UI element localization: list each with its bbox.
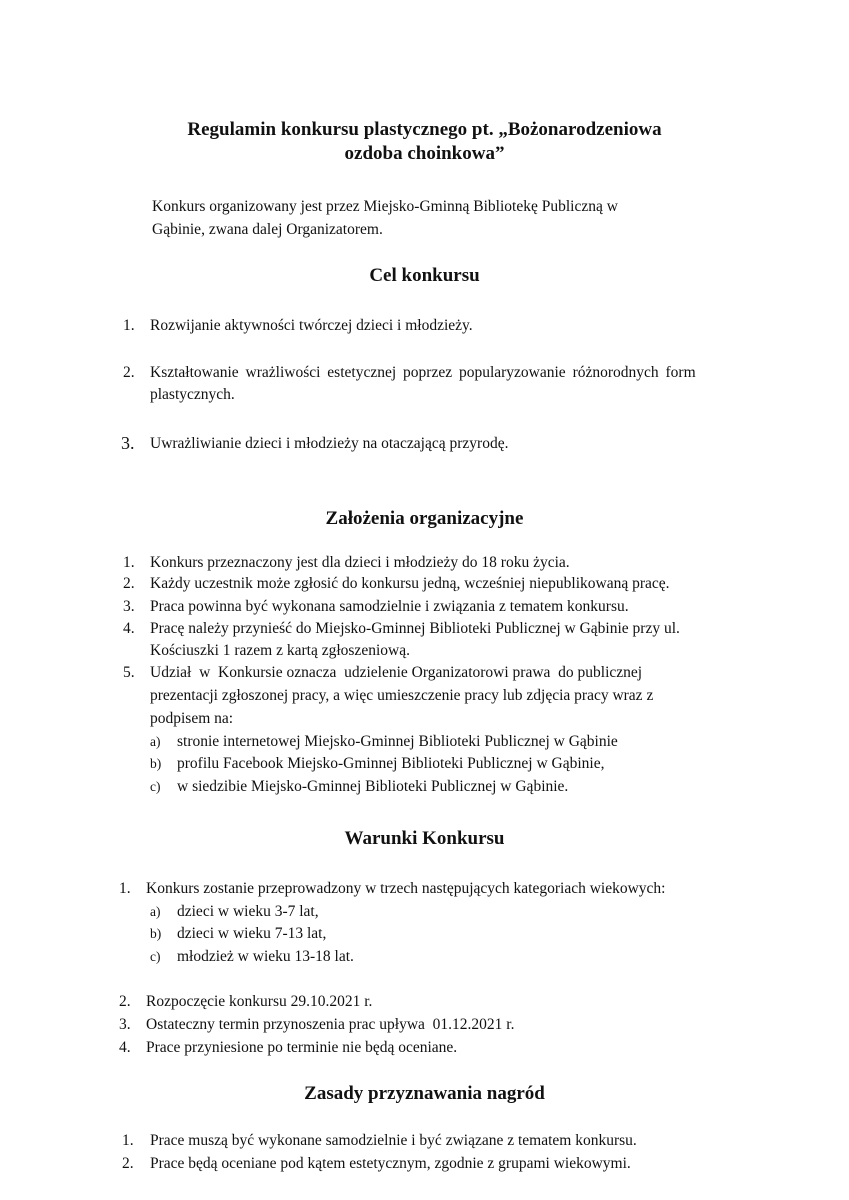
- list-text: Udział w Konkursie oznacza udzielenie Organizatorowi prawa do publicznej: [150, 664, 643, 681]
- intro-line-2: Gąbinie, zwana dalej Organizatorem.: [152, 221, 383, 238]
- list-text: Prace muszą być wykonane samodzielnie i być związane z tematem konkursu.: [150, 1132, 637, 1149]
- list-number: 2.: [119, 993, 131, 1010]
- list-text-continued: plastycznych.: [150, 386, 235, 403]
- list-text: Pracę należy przynieść do Miejsko-Gminnej Biblioteki Publicznej w Gąbinie przy ul.: [150, 620, 680, 637]
- list-text: Konkurs przeznaczony jest dla dzieci i młodzieży do 18 roku życia.: [150, 554, 570, 571]
- document-title-line-1: Regulamin konkursu plastycznego pt. „Bożonarodzeniowa: [187, 119, 662, 140]
- sub-list-text: młodzież w wieku 13-18 lat.: [177, 948, 354, 965]
- list-number: 1.: [123, 317, 135, 334]
- list-number: 3.: [121, 433, 135, 453]
- list-number: 5.: [123, 664, 135, 681]
- list-text: Każdy uczestnik może zgłosić do konkursu jedną, wcześniej niepublikowaną pracę.: [150, 575, 670, 592]
- list-number: 3.: [123, 598, 135, 615]
- list-text: Prace przyniesione po terminie nie będą oceniane.: [146, 1039, 458, 1056]
- list-text: Rozpoczęcie konkursu 29.10.2021 r.: [146, 993, 373, 1010]
- sub-list-letter: c): [150, 949, 161, 964]
- section-heading-zasady-przyznawania-nagrod: Zasady przyznawania nagród: [304, 1083, 545, 1104]
- list-number: 2.: [123, 575, 135, 592]
- list-text: Ostateczny termin przynoszenia prac upływa 01.12.2021 r.: [146, 1016, 515, 1033]
- list-text: Konkurs zostanie przeprowadzony w trzech następujących kategoriach wiekowych:: [146, 880, 666, 897]
- sub-list-letter: b): [150, 926, 162, 941]
- list-text-continued: Kościuszki 1 razem z kartą zgłoszeniową.: [150, 642, 410, 659]
- section-heading-cel-konkursu: Cel konkursu: [369, 265, 480, 286]
- section-heading-zalozenia-organizacyjne: Założenia organizacyjne: [325, 508, 524, 529]
- section-heading-warunki-konkursu: Warunki Konkursu: [344, 828, 505, 849]
- list-text: Kształtowanie wrażliwości estetycznej poprzez popularyzowanie różnorodnych form: [150, 364, 696, 381]
- list-number: 1.: [122, 1132, 134, 1149]
- sub-list-text: w siedzibie Miejsko-Gminnej Biblioteki Publicznej w Gąbinie.: [177, 778, 569, 795]
- list-number: 4.: [123, 620, 135, 637]
- sub-list-text: dzieci w wieku 3-7 lat,: [177, 903, 319, 920]
- sub-list-letter: a): [150, 904, 161, 919]
- list-text: Praca powinna być wykonana samodzielnie i związania z tematem konkursu.: [150, 598, 629, 615]
- list-text: Prace będą oceniane pod kątem estetycznym, zgodnie z grupami wiekowymi.: [150, 1155, 631, 1172]
- document-title-line-2: ozdoba choinkowa”: [344, 143, 505, 164]
- list-number: 3.: [119, 1016, 131, 1033]
- list-text: Rozwijanie aktywności twórczej dzieci i młodzieży.: [150, 317, 473, 334]
- list-number: 2.: [122, 1155, 134, 1172]
- list-number: 4.: [119, 1039, 131, 1056]
- list-text: Uwrażliwianie dzieci i młodzieży na otaczającą przyrodę.: [150, 435, 509, 452]
- list-text-continued: prezentacji zgłoszonej pracy, a więc umieszczenie pracy lub zdjęcia pracy wraz z: [150, 687, 654, 704]
- intro-line-1: Konkurs organizowany jest przez Miejsko-Gminną Bibliotekę Publiczną w: [152, 198, 618, 215]
- list-number: 1.: [119, 880, 131, 897]
- sub-list-text: stronie internetowej Miejsko-Gminnej Biblioteki Publicznej w Gąbinie: [177, 733, 618, 750]
- list-text-continued: podpisem na:: [150, 710, 234, 727]
- sub-list-letter: c): [150, 779, 161, 794]
- sub-list-letter: b): [150, 756, 162, 771]
- list-number: 1.: [123, 554, 135, 571]
- list-number: 2.: [123, 364, 135, 381]
- sub-list-text: profilu Facebook Miejsko-Gminnej Biblioteki Publicznej w Gąbinie,: [177, 755, 605, 772]
- sub-list-text: dzieci w wieku 7-13 lat,: [177, 925, 327, 942]
- sub-list-letter: a): [150, 734, 161, 749]
